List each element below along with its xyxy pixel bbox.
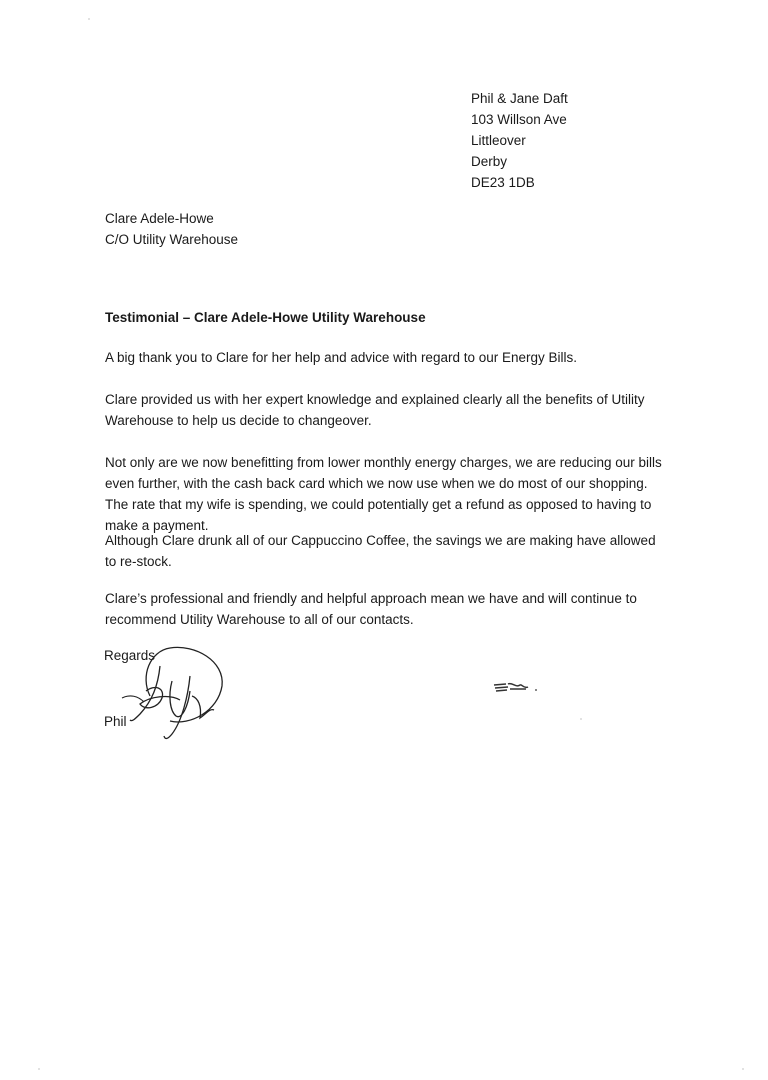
paragraph-coffee: Although Clare drunk all of our Cappuccino Coffee, the savings we are making have allowed to re-stock. [105, 533, 656, 569]
sender-street: 103 Willson Ave [471, 112, 567, 127]
sender-address [471, 88, 568, 193]
letter-subject: Testimonial – Clare Adele-Howe Utility Warehouse [105, 310, 426, 325]
paragraph-savings: Not only are we now benefitting from lower monthly energy charges, we are reducing our bills even further, with the cash back card which we now use when we do most of our shopping. The rate that my wife is spending, we could potentially get a refund as opposed to having to make a payment. [105, 455, 662, 533]
paragraph-recommend: Clare’s professional and friendly and helpful approach mean we have and will continue to recommend Utility Warehouse to all of our contacts. [105, 591, 637, 627]
sender-name: Phil & Jane Daft [471, 91, 568, 106]
handwritten-signature [110, 636, 240, 746]
scan-speck [38, 1068, 40, 1070]
recipient-name: Clare Adele-Howe [105, 211, 214, 226]
signoff-name: Phil [104, 714, 127, 729]
paragraph-thanks: A big thank you to Clare for her help and advice with regard to our Energy Bills. [105, 350, 578, 365]
scan-speck [580, 718, 582, 720]
recipient-address [105, 208, 238, 250]
scan-speck [88, 18, 90, 20]
recipient-company: C/O Utility Warehouse [105, 232, 239, 247]
sender-locality: Littleover [471, 133, 526, 148]
paragraph-expertise: Clare provided us with her expert knowledge and explained clearly all the benefits of Utility Warehouse to help us decide to changeover. [105, 392, 645, 428]
scan-speck [742, 1068, 744, 1070]
illegible-mark [492, 680, 540, 694]
closing-regards: Regards [104, 648, 156, 663]
sender-postcode: DE23 1DB [471, 175, 535, 190]
sender-city: Derby [471, 154, 508, 169]
